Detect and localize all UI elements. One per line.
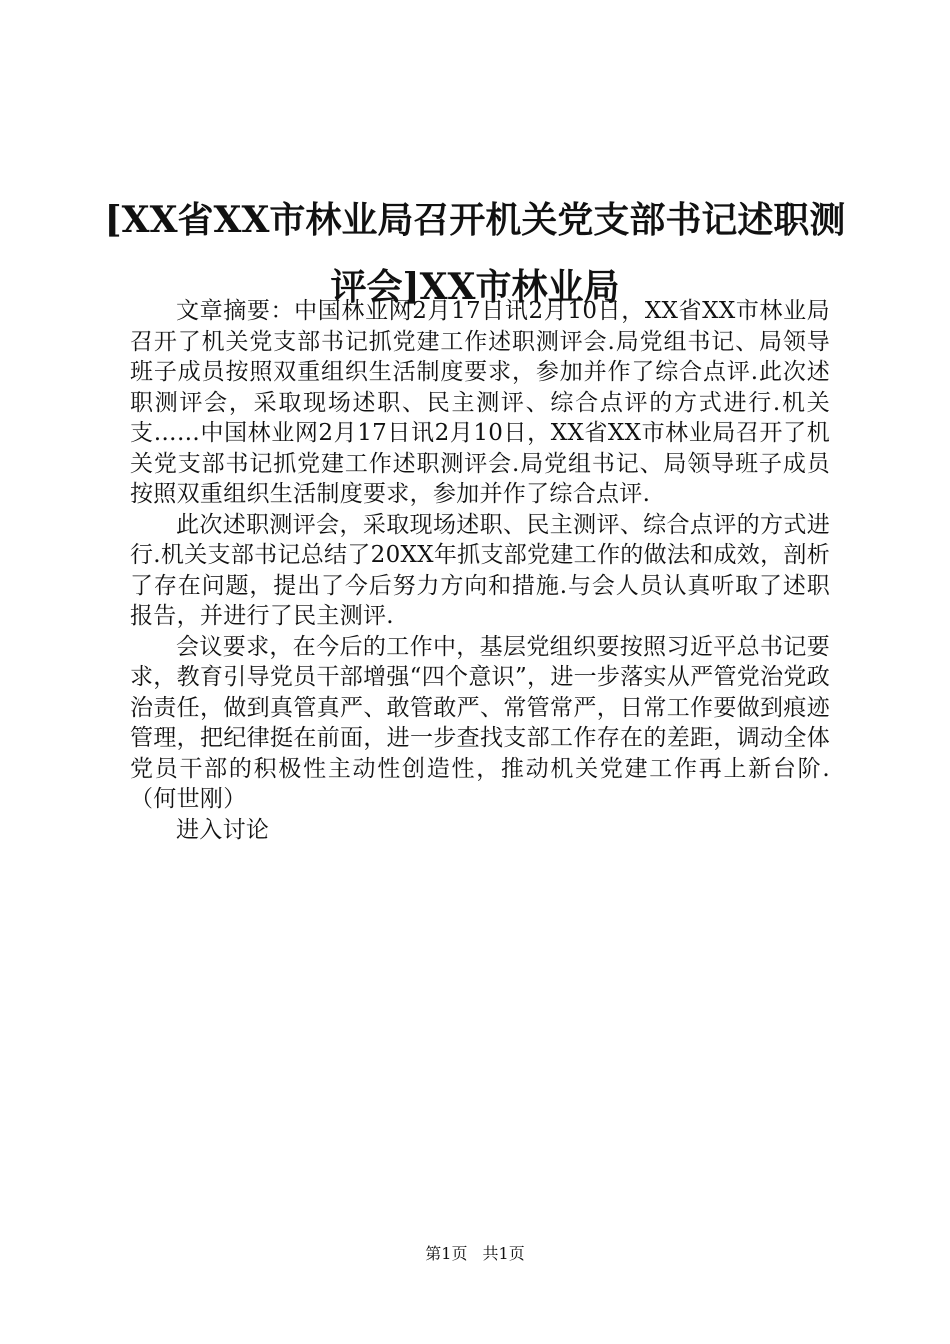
paragraph-meeting: 此次述职测评会，采取现场述职、民主测评、综合点评的方式进行.机关支部书记总结了20XX年抓支部党建工作的做法和成效，剖析了存在问题，提出了今后努力方向和措施.与会人员认真听取了述职报告，并进行了民主测评. bbox=[130, 511, 830, 629]
enter-discussion-link[interactable]: 进入讨论 bbox=[176, 816, 270, 843]
paragraph-requirements: 会议要求，在今后的工作中，基层党组织要按照习近平总书记要求，教育引导党员干部增强“四个意识”，进一步落实从严管党治党政治责任，做到真管真严、敢管敢严、常管常严，日常工作要做到痕迹管理，把纪律挺在前面，进一步查找支部工作存在的差距，调动全体党员干部的积极性主动性创造性，推动机关党建工作再上新台阶.（何世刚） bbox=[130, 633, 830, 812]
article-body bbox=[130, 296, 830, 845]
page-footer bbox=[0, 1244, 950, 1264]
paragraph-summary: 文章摘要：中国林业网2月17日讯2月10日，XX省XX市林业局召开了机关党支部书记抓党建工作述职测评会.局党组书记、局领导班子成员按照双重组织生活制度要求，参加并作了综合点评.此次述职测评会，采取现场述职、民主测评、综合点评的方式进行.机关支……中国林业网2月17日讯2月10日，XX省XX市林业局召开了机关党支部书记抓党建工作述职测评会.局党组书记、局领导班子成员按照双重组织生活制度要求，参加并作了综合点评. bbox=[130, 298, 830, 507]
page-total: 共1页 bbox=[482, 1244, 525, 1263]
page-number: 第1页 bbox=[425, 1244, 468, 1263]
title-line-2: 评会]XX市林业局 bbox=[330, 266, 620, 309]
title-line-1: [XX省XX市林业局召开机关党支部书记述职测 bbox=[104, 199, 846, 242]
